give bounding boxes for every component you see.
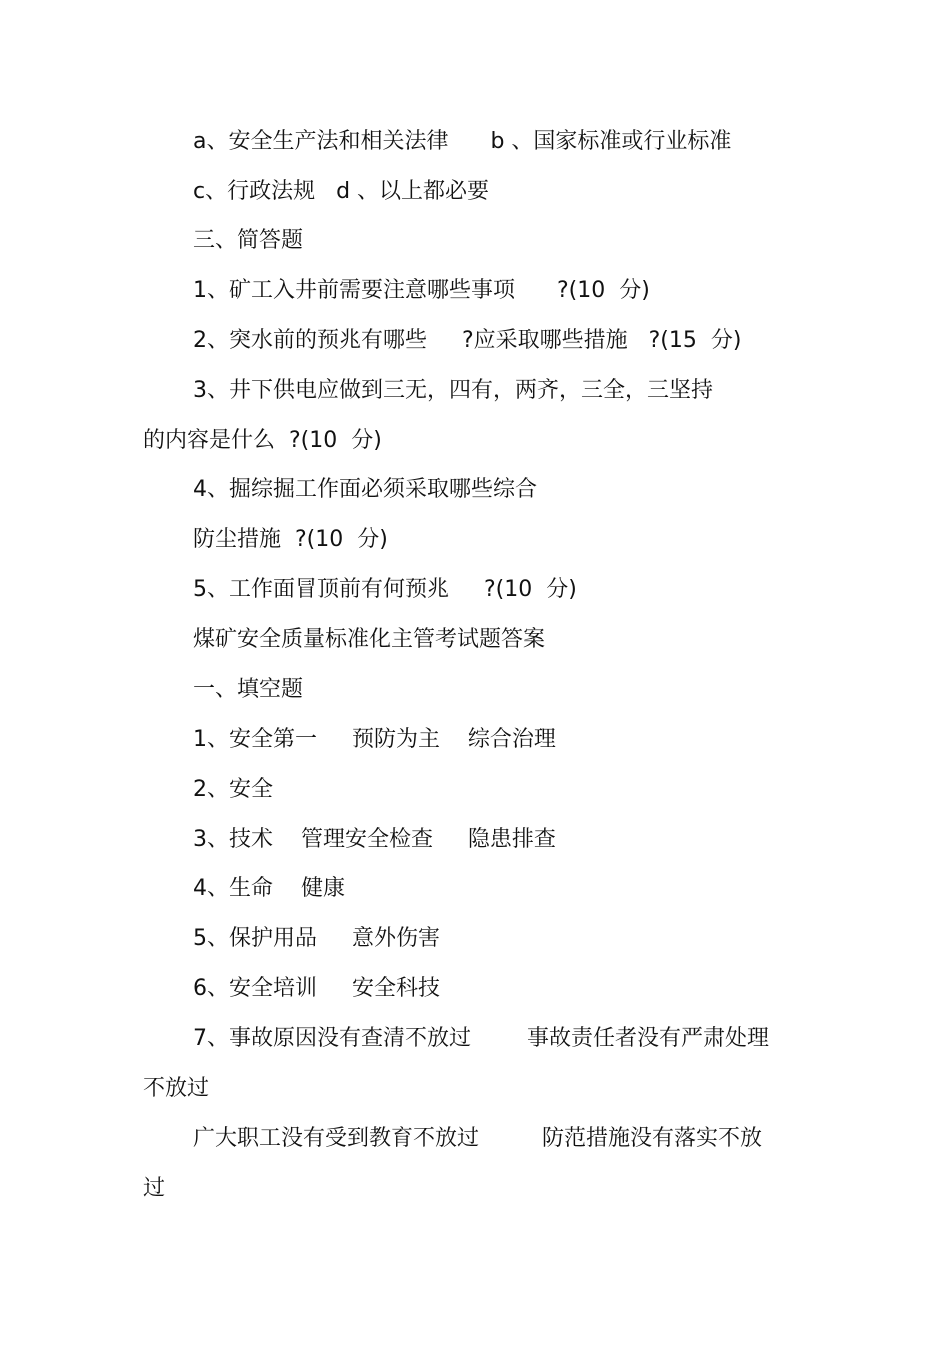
- answer-7: 7、事故原因没有查清不放过 事故责任者没有严肃处理: [193, 1026, 769, 1051]
- answer-2: 2、安全: [193, 777, 273, 802]
- answers-title: 煤矿安全质量标准化主管考试题答案: [193, 627, 546, 652]
- answer-4: 4、生命 健康: [193, 876, 345, 901]
- question-2: 2、突水前的预兆有哪些 ?应采取哪些措施 ?(15 分): [193, 328, 742, 353]
- answer-7-line-2-continued: 过: [143, 1176, 166, 1201]
- answer-7-line-2: 广大职工没有受到教育不放过 防范措施没有落实不放: [193, 1126, 762, 1151]
- option-line-c-d: c、行政法规 d 、以上都必要: [193, 179, 490, 204]
- question-5: 5、工作面冒顶前有何预兆 ?(10 分): [193, 577, 577, 602]
- answer-1: 1、安全第一 预防为主 综合治理: [193, 727, 556, 752]
- answer-6: 6、安全培训 安全科技: [193, 976, 440, 1001]
- question-1: 1、矿工入井前需要注意哪些事项 ?(10 分): [193, 278, 650, 303]
- question-3-continued: 的内容是什么 ?(10 分): [143, 428, 382, 453]
- section-heading-fill-in: 一、填空题: [193, 677, 304, 702]
- question-4-continued: 防尘措施 ?(10 分): [193, 527, 388, 552]
- section-heading-short-answer: 三、简答题: [193, 228, 304, 253]
- answer-7-continued: 不放过: [143, 1076, 210, 1101]
- answer-5: 5、保护用品 意外伤害: [193, 926, 440, 951]
- answer-3: 3、技术 管理安全检查 隐患排查: [193, 827, 556, 852]
- option-line-a-b: a、安全生产法和相关法律 b 、国家标准或行业标准: [193, 129, 732, 154]
- question-3: 3、井下供电应做到三无，四有，两齐，三全，三坚持: [193, 378, 713, 403]
- question-4: 4、掘综掘工作面必须采取哪些综合: [193, 477, 537, 502]
